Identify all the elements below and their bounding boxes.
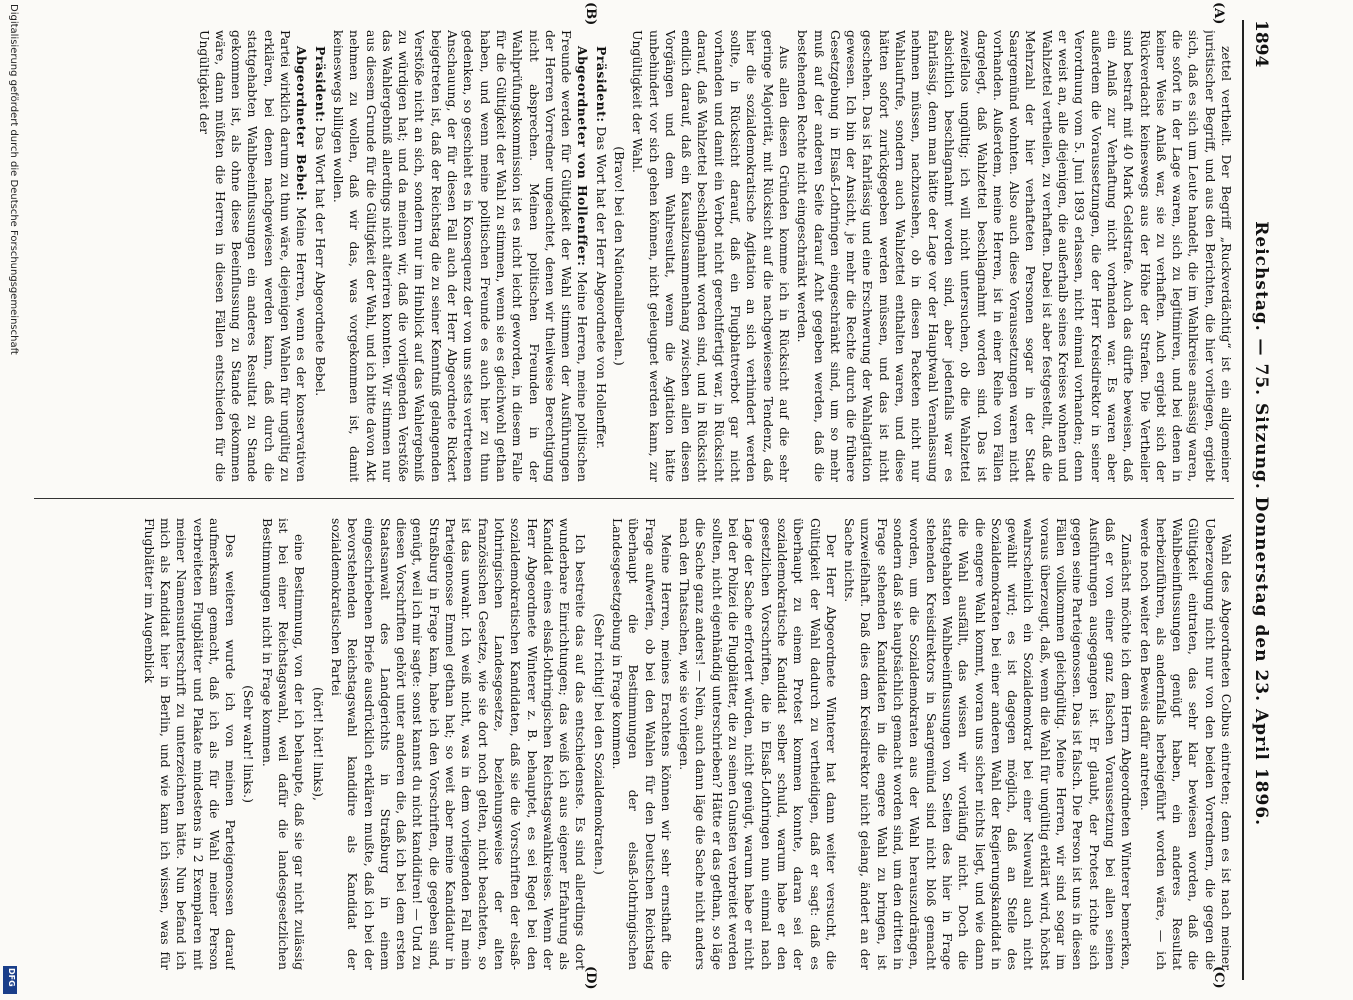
page-title: Reichstag. — 75. Sitzung. Donnerstag den 23. April 1896.: [1251, 221, 1271, 827]
body-paragraph: Ich bestreite das auf das entschiedenste. Es sind allerdings dort wunderbare Einrichtungen; das weiß ich aus eigener Erfahrung als Kandidat eines elsaß-lothringischen Reichstagswahlkreises. Wenn der Herr Abgeordnete Winterer z. B. behauptet, es sei Regel bei den sozialdemokratischen Kandidaten, daß sie die Vorschriften der elsaß-lothringischen Landesgesetze, beziehungsweise der alten französischen Gesetze, wie sie dort noch gelten, nicht beachteten, so ist das unwahr. Ich weiß nicht, was in dem vorliegenden Fall mein Parteigenosse Emmel gethan hat; so weit aber meine Kandidatur in Straßburg in Frage kam, habe ich den Vorschriften, die gegeben sind, genügt, weil ich mir sagte: sonst kannst du nicht kandidiren! — Und zu diesen Vorschriften gehört unter anderen die, daß ich bei dem ersten Staatsanwalt des Landgerichts in Straßburg in einem eingeschriebenen Briefe ausdrücklich erklären mußte, daß ich bei der bevorstehenden Reichstagswahl kandidire als Kandidat der sozialdemokratischen Partei: [328, 518, 589, 970]
body-paragraph: Meine Herren, meines Erachtens können wir sehr ernsthaft die Frage aufwerfen, ob bei den Wahlen für den Deutschen Reichstag überhaupt die Bestimmungen der elsaß-lothringischen Landesgesetzgebung in Frage kommen.: [610, 518, 674, 970]
right-text-column: [34, 518, 1234, 970]
rotated-newspaper-page: [13, 0, 1278, 1000]
interjection: (Sehr wahr! links.): [241, 685, 257, 803]
footer-credit: [6, 4, 20, 994]
body-paragraph: eine Bestimmung, von der ich behaupte, daß sie gar nicht zulässig ist bei einer Reichstagswahl, weil dafür die landesgesetzlichen Bestimmungen nicht in Frage kommen.: [259, 518, 308, 970]
page-header: [1242, 20, 1278, 980]
body-paragraph: Zunächst möchte ich dem Herrn Abgeordneten Winterer bemerken, daß er von einer ganz falschen Voraussetzung bei allen seinen Ausführungen ausgegangen ist. Er glaubt, der Protest richte sich gegen seine Parteigenossen. Das ist falsch. Die Person ist uns in diesen Fällen vollkommen gleichgültig. Meine Herren, wir sind sogar im voraus überzeugt, daß, wenn die Wahl für ungültig erklärt wird, höchst wahrscheinlich ein Sozialdemokrat bei einer Neuwahl auch nicht gewählt wird; es ist dagegen möglich, daß an Stelle des Sozialdemokraten bei einer anderen Wahl der Regierungskandidat in die engere Wahl kommt, woran uns sicher nichts liegt, und wie dann die Wahl ausfällt, das wissen wir vorläufig nicht. Doch die stattgehabten Wahlbeeinflussungen von Seiten des hier in Frage stehenden Kreisdirektors in Saargemünd sind nicht bloß gemacht worden, um die Sozialdemokraten aus der Wahl herauszudrängen, sondern daß sie hauptsächlich gemacht worden sind, um den dritten in Frage stehenden Kandidaten in die engere Wahl zu bringen, ist unzweifelhaft. Daß dies dem Kreisdirektor nicht gelang, ändert an der Sache nichts.: [842, 518, 1135, 970]
column-divider: [34, 498, 1234, 499]
margin-letter-b: (B): [583, 2, 598, 26]
left-text-column: [34, 30, 1234, 482]
body-paragraph: zettel vertheilt. Der Begriff „Ruckverdächtig“ ist ein allgemeiner juristischer Begriff, und aus den Berichten, die hier vorliegen, ergiebt sich, daß es sich um Leute handelt, die im Wahlkreise ansässig waren, die sofort in der Lage waren, sich zu legitimiren, und bei denen in keiner Weise Anlaß war, sie zu verhaften. Auch ergiebt sich der Rückverdacht keineswegs aus der Höhe der Strafen. Die Vertheiler sind bestraft mit 40 Mark Geldstrafe. Auch das dürfte beweisen, daß ein Anlaß zur Verhaftung nicht vorhanden war. Es waren aber außerdem die Voraussetzungen, die der Herr Kreisdirektor in seiner Verordnung vom 5. Juni 1893 erlassen, nicht einmal vorhanden; denn er weist an, alle diejenigen, die außerhalb seines Kreises wohnen und Wahlzettel vertheilen, zu verhaften. Dabei ist aber festgestellt, daß die Mehrzahl der hier verhafteten Personen sogar in der Stadt Saargemünd wohnten. Also auch diese Voraussetzungen waren nicht vorhanden. Außerdem, meine Herren, ist in einer Reihe von Fällen dargelegt, daß Wahlzettel beschlagnahmt worden sind. Das ist zweifellos ungültig; ich will nicht untersuchen, ob die Wahlzettel absichtlich beschlagnahmt worden sind, aber jedenfalls war es fahrlässig, denn man hätte der Lage vor der Hauptwahl Veranlassung nehmen müssen, nachzusehen, ob in diesen Packeten nicht nur Wahlaufrufe, sondern auch Wahlzettel enthalten waren, und diese hätten sofort zurückgegeben werden müssen, und das ist nicht geschehen. Das ist fahrlässig und eine Erschwerung der Wahlagitation gewesen. Ich bin der Ansicht, je mehr die Rechte durch die frühere Gesetzgebung in Elsaß-Lothringen eingeschränkt sind, um so mehr muß auf der anderen Seite darauf Acht gegeben werden, daß die bestehenden Rechte nicht eingeschränkt werden.: [795, 30, 1234, 482]
margin-letter-a: (A): [1211, 2, 1226, 25]
speaker-name: Präsident:: [312, 46, 328, 123]
speech-text: Meine Herren, meine politischen Freunde werden für Gültigkeit der Wahl stimmen der Ausführungen der Herren Vorredner ungeachtet, denen wir theilweise Berechtigung nicht absprechen. Meinen politischen Freunden in der Wahlprüfungskommission ist es nicht leicht geworden, in diesem Falle für die Gültigkeit der Wahl zu stimmen, wenn sie es gleichwohl gethan haben, und wenn meine politischen Freunde es auch hier zu thun gedenken, so geschieht es in Konsequenz der von uns stets vertretenen Anschauung, der für diesen Fall auch der Herr Abgeordnete Rickert beigetreten ist, daß der Reichstag die zu seiner Kenntniß gelangenden Verstöße nicht an sich, sondern nur im Hinblick auf das Wahlergebniß zu würdigen hat; und da meinen wir, daß die vorliegenden Verstöße das Wahlergebniß allerdings nicht alteriren konnten. Wir stimmen nur aus diesem Grunde für die Gültigkeit der Wahl, und ich bitte davon Akt nehmen zu wollen, daß wir das, was vorgekommen ist, damit keineswegs billigen wollen.: [330, 30, 591, 482]
footer-credit-text: Digitalisierung gefördert durch die Deutsche Forschungsgemeinschaft: [8, 4, 19, 355]
interjection: (hört! hört! links),: [310, 687, 326, 801]
speaker-paragraph: [195, 30, 309, 482]
dfg-logo-text: DFG: [7, 968, 16, 987]
margin-letter-c: (C): [1211, 966, 1226, 989]
body-paragraph: Des weiteren wurde ich von meinen Parteigenossen darauf aufmerksam gemacht, daß ich als für die Wahl meiner Person verbreiteten Flugblätter und Plakate mindestens in 2 Exemplaren mit meiner Namensunterschrift zu unterzeichnen hätte. Nun befand ich mich als Kandidat hier in Berlin, und wie kann ich wissen, was für Flugblätter im Augenblick: [141, 518, 239, 970]
speaker-paragraph: [311, 30, 327, 482]
speaker-name: Präsident:: [593, 46, 609, 123]
page-number: 1894: [1251, 20, 1271, 68]
dfg-logo: [3, 966, 17, 994]
interjection: (Sehr richtig! bei den Sozialdemokraten.): [591, 613, 607, 875]
speech-text: Meine Herren, wenn es der konservativen Partei wirklich darum zu thun wäre, diejenigen Wahlen für ungültig zu erklären, bei denen nachgewiesen werden kann, daß durch die stattgehabten Wahlbeeinflussungen ein anderes Resultat zu Stande gekommen ist, als ohne diese Beeinflussung zu Stande gekommen wäre, dann müßten die Herren in diesen Fällen entschieden für die Ungültigkeit der: [196, 30, 310, 482]
speech-text: Das Wort hat der Herr Abgeordnete von Hollenffer.: [593, 126, 609, 450]
interjection: (Bravo! bei den Nationalliberalen.): [612, 146, 628, 366]
body-paragraph: Aus allen diesen Gründen komme ich in Rücksicht auf die sehr geringe Majorität, mit Rücksicht auf die nachgewiesene Tendenz, daß hier die sozialdemokratische Agitation an sich verhindert werden sollte, in Rücksicht darauf, daß ein Flugblattverbot gar nicht vorhanden und damit ein Verbot nicht gerechtfertigt war, in Rücksicht darauf, daß Wahlzettel beschlagnahmt worden sind, und in Rücksicht endlich darauf, daß ein Kausalzusammenhang zwischen allen diesen Vorgängen und dem Wahlresultat, wenn die Agitation hätte unbehindert vor sich gehen können, nicht geleugnet werden kann, zur Ungültigkeit der Wahl.: [630, 30, 792, 482]
margin-letter-d: (D): [583, 966, 598, 990]
body-paragraph: Der Herr Abgeordnete Winterer hat dann weiter versucht, die Gültigkeit der Wahl dadurch zu vertheidigen, daß er sagt: daß es überhaupt zu einem Protest kommen konnte, daran sei der sozialdemokratische Kandidat selber schuld, warum habe er den gesetzlichen Vorschriften, die in Elsaß-Lothringen nun einmal nach Lage der Sache erfordert würden, nicht genügt, warum habe er nicht bei der Polizei die Flugblätter, die zu seinen Gunsten verbreitet werden sollten, nicht eigenhändig unterschrieben? Hätte er das gethan, so läge die Sache ganz anders! — Nein, auch dann läge die Sache nicht anders nach den Thatsachen, wie sie vorliegen.: [677, 518, 839, 970]
speaker-paragraph: [330, 30, 591, 482]
body-paragraph: Wahl des Abgeordneten Colbus eintreten; denn es ist nach meiner Ueberzeugung nicht nur von den beiden Vorrednern, die gegen die Gültigkeit eintraten, das sehr klar bewiesen worden, daß die Wahlbeeinflussungen genügt haben, ein anderes Resultat herbeizuführen, als andernfalls herbeigeführt worden wäre, — ich werde noch weiter den Beweis dafür antreten.: [1137, 518, 1234, 970]
speech-text: Das Wort hat der Herr Abgeordnete Bebel.: [312, 126, 328, 397]
speaker-paragraph: [592, 30, 608, 482]
speaker-name: Abgeordneter von Hollenffer:: [575, 46, 591, 267]
speaker-name: Abgeordneter Bebel:: [294, 46, 310, 202]
